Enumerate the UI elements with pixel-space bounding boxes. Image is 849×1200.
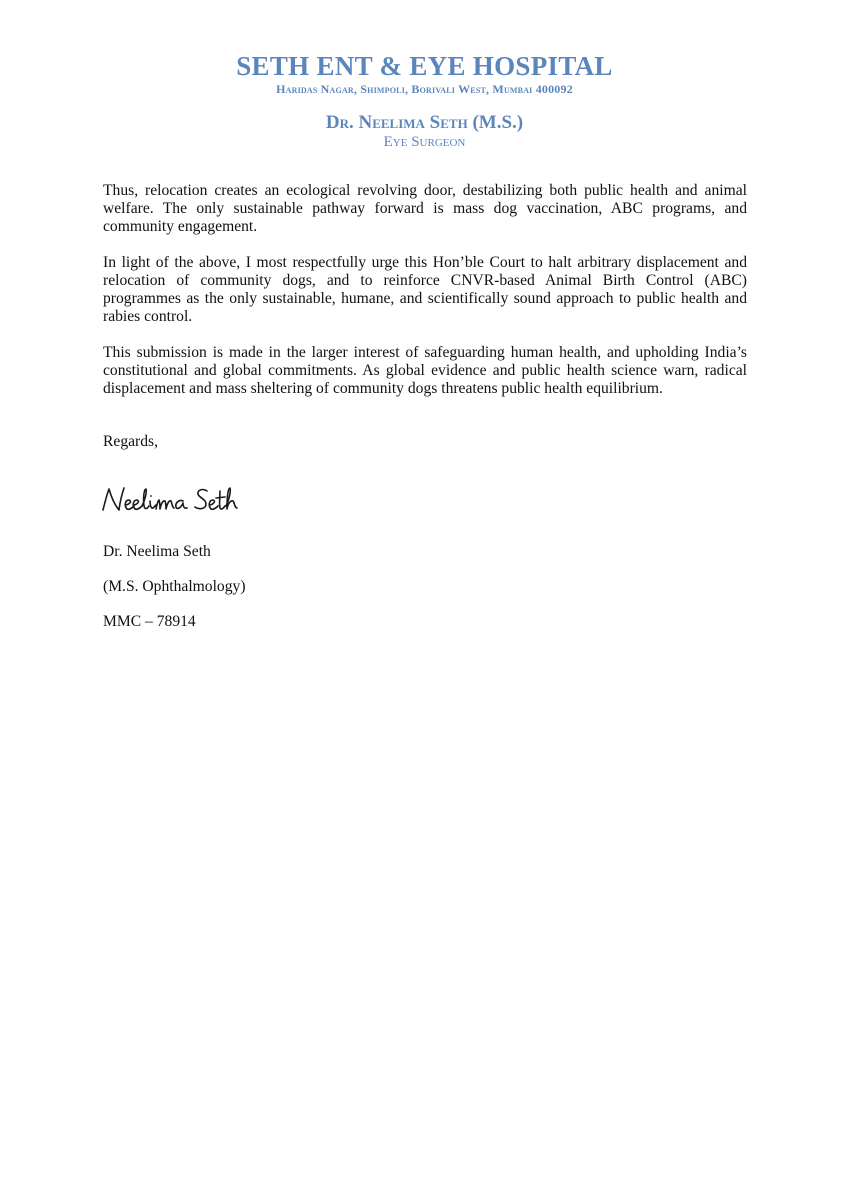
hospital-name: SETH ENT & EYE HOSPITAL (236, 51, 613, 81)
letter-body (103, 182, 747, 416)
registration-number: MMC – 78914 (103, 613, 196, 630)
signer-qualification: (M.S. Ophthalmology) (103, 578, 246, 595)
signature-block (103, 543, 246, 648)
regards-line: Regards, (103, 433, 158, 450)
letterhead (0, 50, 849, 151)
body-paragraph: Thus, relocation creates an ecological revolving door, destabilizing both public health and animal welfare. The only sustainable pathway forward is mass dog vaccination, ABC programs, and community engagement. (103, 182, 747, 235)
hospital-address: Haridas Nagar, Shimpoli, Borivali West, Mumbai 400092 (276, 82, 573, 96)
body-paragraph: This submission is made in the larger interest of safeguarding human health, and upholding India’s constitutional and global commitments. As global evidence and public health science warn, radical displacement and mass sheltering of community dogs threatens public health equilibrium. (103, 344, 747, 397)
signer-name: Dr. Neelima Seth (103, 543, 211, 560)
doctor-title: Eye Surgeon (383, 134, 466, 150)
body-paragraph: In light of the above, I most respectfully urge this Hon’ble Court to halt arbitrary displacement and relocation of community dogs, and to reinforce CNVR-based Animal Birth Control (ABC) programmes as the only sustainable, humane, and scientifically sound approach to public health and rabies control. (103, 254, 747, 325)
doctor-name: Dr. Neelima Seth (M.S.) (325, 112, 524, 133)
handwritten-signature (99, 484, 249, 520)
